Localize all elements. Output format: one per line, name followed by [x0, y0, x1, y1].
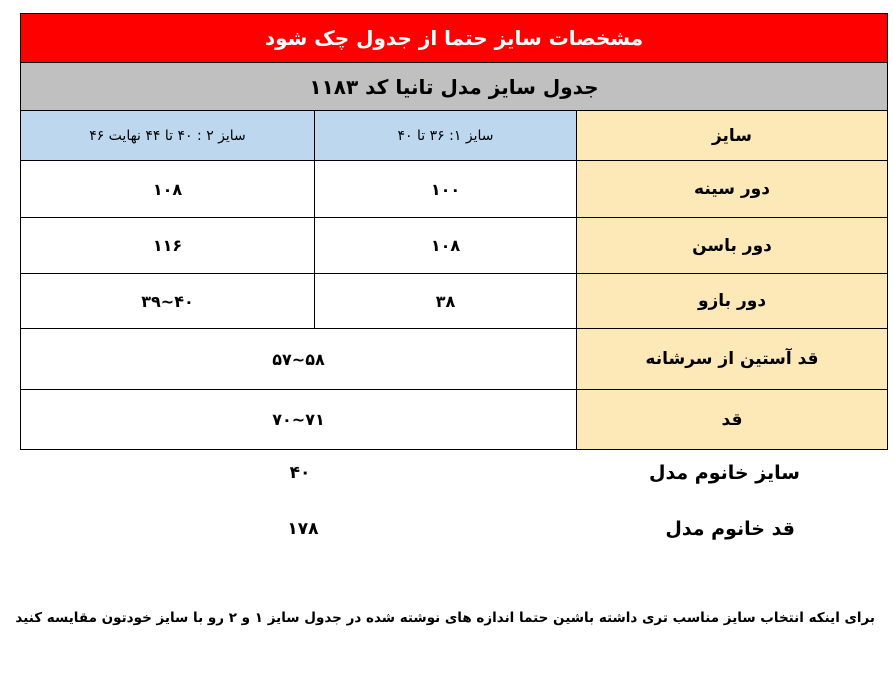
size1-header: سایز ۱: ۳۶ تا ۴۰ [314, 110, 577, 161]
size2-header: سایز ۲ : ۴۰ تا ۴۴ نهایت ۴۶ [20, 110, 315, 161]
row-chest-size2: ۱۰۸ [20, 160, 315, 218]
row-hip-size1: ۱۰۸ [314, 217, 577, 274]
row-label-sleeve: قد آستین از سرشانه [576, 328, 888, 390]
model-height-label: قد خانوم مدل [665, 518, 795, 540]
size-label-header: سایز [576, 110, 888, 161]
row-label-hip: دور باسن [576, 217, 888, 274]
row-label-chest: دور سینه [576, 160, 888, 218]
footer-note: برای اینکه انتخاب سایز مناسب تری داشته باشین حتما اندازه های نوشته شده در جدول سایز ۱ و ۲ رو با سایز خودتون مقایسه کنید [15, 610, 875, 626]
row-length-value: ۷۰~۷۱ [20, 389, 577, 450]
row-chest-size1: ۱۰۰ [314, 160, 577, 218]
row-hip-size2: ۱۱۶ [20, 217, 315, 274]
row-arm-size1: ۳۸ [314, 273, 577, 329]
table-subtitle: جدول سایز مدل تانیا کد ۱۱۸۳ [20, 62, 888, 111]
row-label-arm: دور بازو [576, 273, 888, 329]
model-size-value: ۴۰ [289, 463, 311, 483]
row-arm-size2: ۳۹~۴۰ [20, 273, 315, 329]
model-size-label: سایز خانوم مدل [648, 462, 800, 484]
model-height-value: ۱۷۸ [287, 519, 319, 539]
row-label-length: قد [576, 389, 888, 450]
table-title: مشخصات سایز حتما از جدول چک شود [20, 13, 888, 63]
row-sleeve-value: ۵۷~۵۸ [20, 328, 577, 390]
